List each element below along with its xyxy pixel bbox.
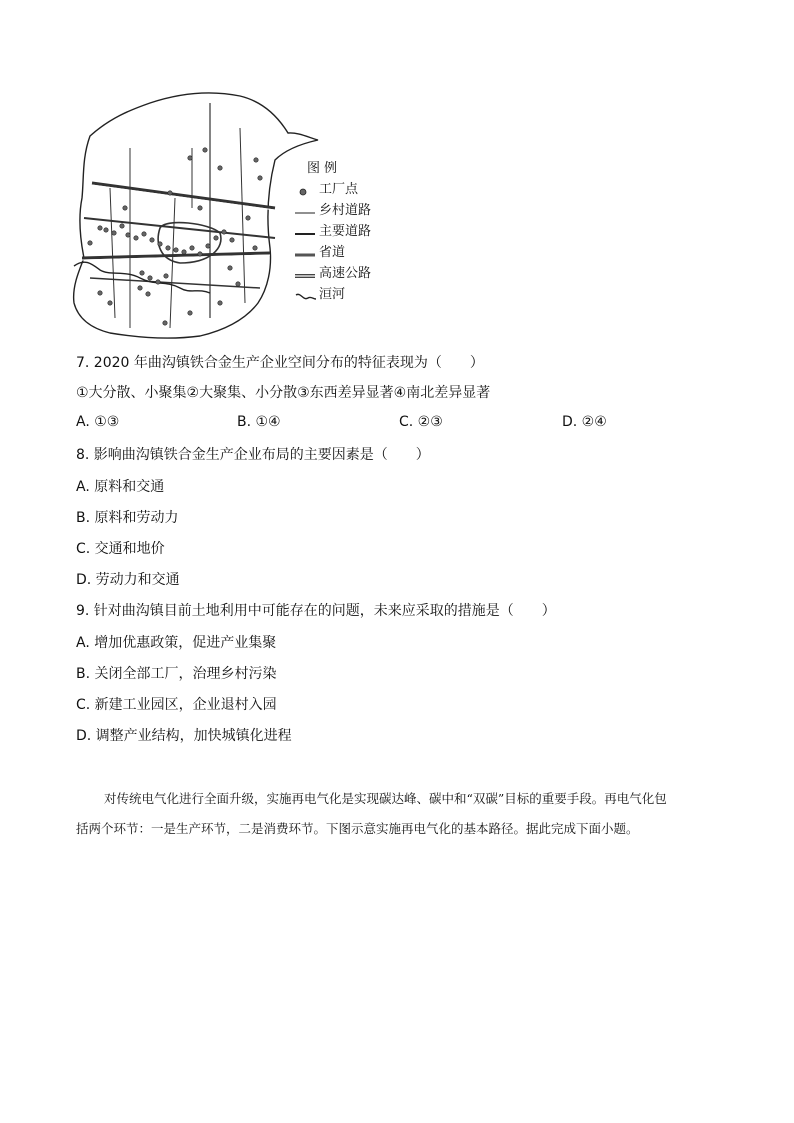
question-7-statements: ①大分散、小聚集②大聚集、小分散③东西差异显著④南北差异显著 [76, 385, 491, 401]
expressway-icon [295, 268, 317, 280]
option-a[interactable]: A. 增加优惠政策，促进产业集聚 [76, 635, 277, 651]
passage-line-1: 对传统电气化进行全面升级，实施再电气化是实现碳达峰、碳中和“双碳”目标的重要手段。再电气化包 [104, 791, 667, 806]
legend-item [295, 263, 371, 284]
river-icon [295, 289, 317, 301]
option-d[interactable]: D. ②④ [562, 414, 607, 430]
legend-item [295, 200, 371, 221]
passage-line-2: 括两个环节：一是生产环节，二是消费环节。下图示意实施再电气化的基本路径。据此完成下面小题。 [76, 821, 639, 836]
main-road-icon [295, 226, 317, 238]
question-7-options [76, 414, 676, 434]
legend-item [295, 221, 371, 242]
option-c[interactable]: C. 交通和地价 [76, 541, 165, 557]
legend-label: 主要道路 [319, 224, 372, 239]
option-c[interactable]: C. ②③ [399, 414, 443, 430]
legend-label: 乡村道路 [319, 203, 372, 218]
legend-label: 洹河 [319, 287, 346, 302]
legend-item [295, 284, 371, 305]
legend-title: 图例 [307, 161, 342, 176]
option-b[interactable]: B. ①④ [237, 414, 281, 430]
legend-item [295, 179, 371, 200]
legend-item [295, 242, 371, 263]
option-c[interactable]: C. 新建工业园区，企业退村入园 [76, 697, 277, 713]
provincial-road-icon [295, 247, 317, 259]
option-a[interactable]: A. 原料和交通 [76, 479, 165, 495]
option-d[interactable]: D. 劳动力和交通 [76, 572, 180, 588]
legend-label: 高速公路 [319, 266, 372, 281]
option-d[interactable]: D. 调整产业结构，加快城镇化进程 [76, 728, 292, 744]
question-9-stem: 9. 针对曲沟镇目前土地利用中可能存在的问题，未来应采取的措施是（ ） [76, 603, 556, 619]
option-b[interactable]: B. 原料和劳动力 [76, 510, 179, 526]
option-b[interactable]: B. 关闭全部工厂，治理乡村污染 [76, 666, 277, 682]
legend-label: 工厂点 [319, 182, 359, 197]
rural-road-icon [295, 205, 317, 217]
factory-dot-icon [295, 184, 317, 196]
map-legend [295, 158, 371, 305]
question-7-stem: 7. 2020 年曲沟镇铁合金生产企业空间分布的特征表现为（ ） [76, 355, 484, 371]
question-8-stem: 8. 影响曲沟镇铁合金生产企业布局的主要因素是（ ） [76, 447, 430, 463]
option-a[interactable]: A. ①③ [76, 414, 120, 430]
legend-label: 省道 [319, 245, 346, 260]
